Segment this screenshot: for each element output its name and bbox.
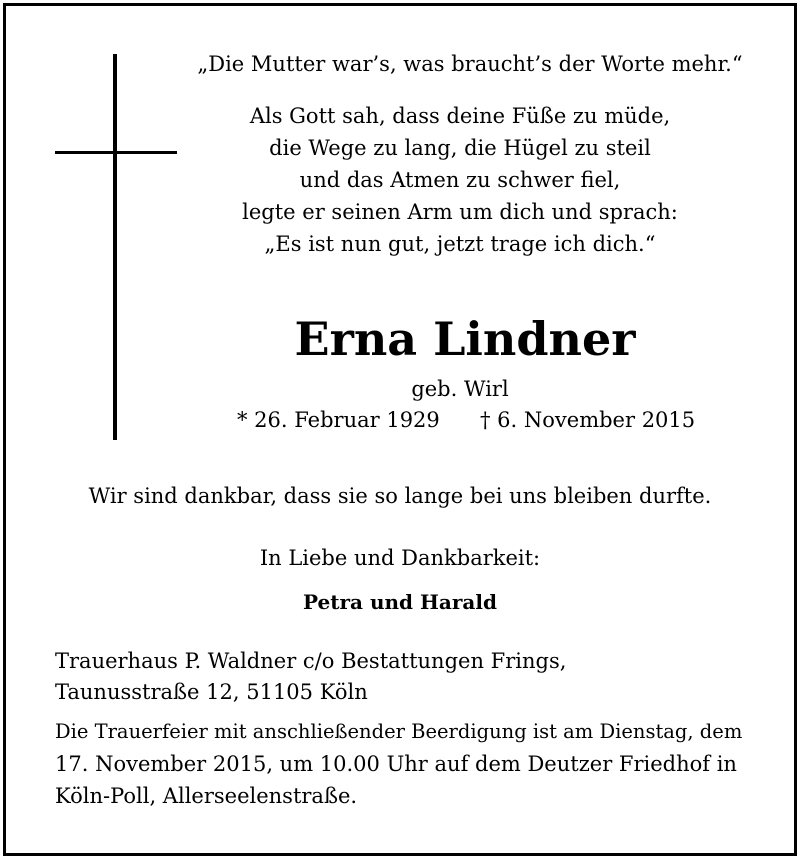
poem	[200, 100, 720, 260]
death-date: † 6. November 2015	[480, 408, 696, 432]
poem-line: legte er seinen Arm um dich und sprach:	[242, 200, 678, 224]
poem-line: „Es ist nun gut, jetzt trage ich dich.“	[264, 232, 656, 256]
cross-icon	[113, 54, 117, 440]
gratitude-text: Wir sind dankbar, dass sie so lange bei uns bleiben durfte.	[88, 484, 712, 508]
opening-quote: „Die Mutter war’s, was braucht’s der Worte mehr.“	[197, 52, 743, 76]
signers: Petra und Harald	[303, 590, 497, 614]
mourning-house-address	[55, 646, 755, 708]
ceremony-line: Die Trauerfeier mit anschließender Beerdigung ist am Dienstag, dem	[55, 720, 743, 743]
love-and-gratitude-line: In Liebe und Dankbarkeit:	[259, 546, 541, 570]
cross-icon-crossbar	[55, 151, 177, 154]
ceremony-line: 17. November 2015, um 10.00 Uhr auf dem Deutzer Friedhof in	[55, 752, 737, 776]
birth-date: * 26. Februar 1929	[237, 408, 440, 432]
poem-line: und das Atmen zu schwer fiel,	[299, 168, 621, 192]
ceremony-info	[55, 716, 743, 812]
maiden-name: geb. Wirl	[411, 377, 509, 401]
address-line: Taunusstraße 12, 51105 Köln	[55, 680, 368, 704]
ceremony-line: Köln-Poll, Allerseelenstraße.	[55, 784, 358, 808]
address-line: Trauerhaus P. Waldner c/o Bestattungen Frings,	[55, 649, 567, 673]
poem-line: Als Gott sah, dass deine Füße zu müde,	[249, 104, 671, 128]
deceased-name: Erna Lindner	[294, 312, 636, 366]
poem-line: die Wege zu lang, die Hügel zu steil	[269, 136, 651, 160]
